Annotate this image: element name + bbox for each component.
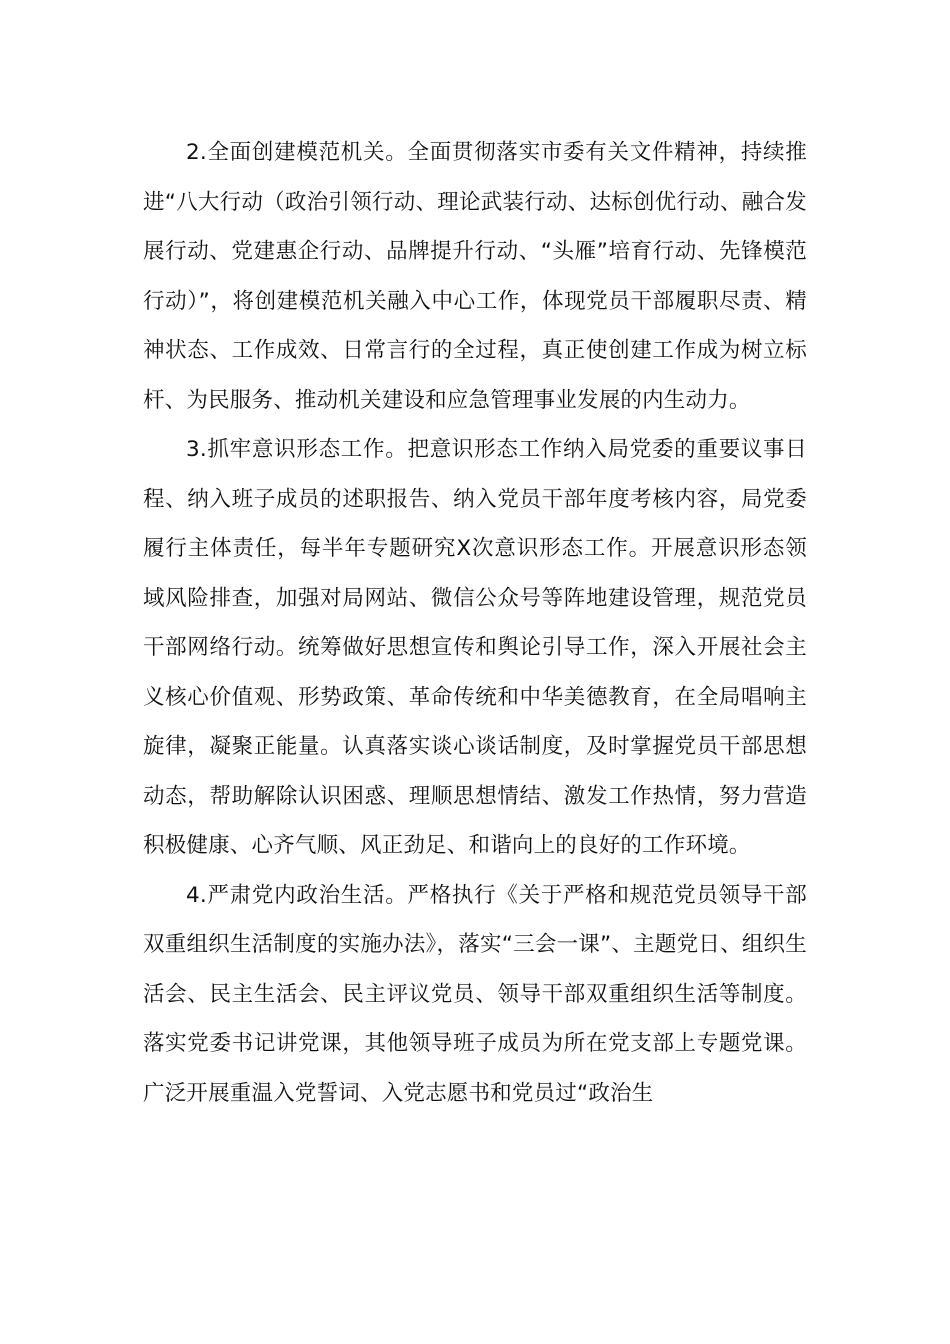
paragraph-ideology-work: 3.抓牢意识形态工作。把意识形态工作纳入局党委的重要议事日程、纳入班子成员的述职报告、纳入党员干部年度考核内容，局党委履行主体责任，每半年专题研究X次意识形态工作。开展意识形态领域风险排查，加强对局网站、微信公众号等阵地建设管理，规范党员干部网络行动。统筹做好思想宣传和舆论引导工作，深入开展社会主义核心价值观、形势政策、革命传统和中华美德教育，在全局唱响主旋律，凝聚正能量。认真落实谈心谈话制度，及时掌握党员干部思想动态，帮助解除认识困惑、理顺思想情结、激发工作热情，努力营造积极健康、心齐气顺、风正劲足、和谐向上的良好的工作环境。	[143, 437, 807, 858]
paragraph-model-organ: 2.全面创建模范机关。全面贯彻落实市委有关文件精神，持续推进“八大行动（政治引领行动、理论武装行动、达标创优行动、融合发展行动、党建惠企行动、品牌提升行动、“头雁”培育行动、先锋模范行动）”，将创建模范机关融入中心工作，体现党员干部履职尽责、精神状态、工作成效、日常言行的全过程，真正使创建工作成为树立标杆、为民服务、推动机关建设和应急管理事业发展的内生动力。	[143, 140, 807, 413]
paragraph-party-political-life: 4.严肃党内政治生活。严格执行《关于严格和规范党员领导干部双重组织生活制度的实施办法》，落实“三会一课”、主题党日、组织生活会、民主生活会、民主评议党员、领导干部双重组织生活等制度。落实党委书记讲党课，其他领导班子成员为所在党支部上专题党课。广泛开展重温入党誓词、入党志愿书和党员过“政治生	[143, 882, 807, 1106]
document-body	[143, 128, 807, 1118]
